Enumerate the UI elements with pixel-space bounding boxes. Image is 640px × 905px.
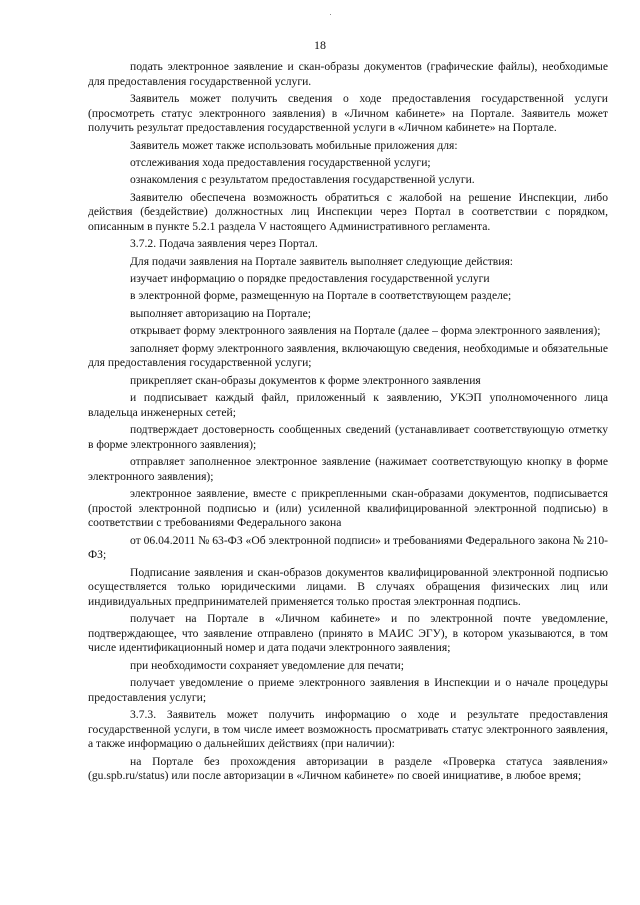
section-heading: 3.7.3. Заявитель может получить информацию о ходе и результате предоставления государственной услуги, в том числе имеет возможность просматривать статус электронного заявления, а также информацию о дальнейших действиях (при наличии): <box>88 708 608 751</box>
scan-speck <box>330 14 331 15</box>
paragraph: прикрепляет скан-образы документов к форме электронного заявления <box>130 373 481 387</box>
paragraph: на Портале без прохождения авторизации в разделе «Проверка статуса заявления» (gu.spb.ru/status) или после авторизации в «Личном кабинете» по своей инициативе, в любое время; <box>88 754 608 783</box>
paragraph: выполняет авторизацию на Портале; <box>130 306 311 320</box>
paragraph: Заявитель может получить сведения о ходе предоставления государственной услуги (просмотреть статус электронного заявления) в «Личном кабинете» на Портале. Заявитель может получить результат предоставления государственной услуги в «Личном кабинете» на Портале. <box>88 91 608 135</box>
section-heading: 3.7.2. Подача заявления через Портал. <box>130 237 318 251</box>
paragraph: Подписание заявления и скан-образов документов квалифицированной электронной подписью осуществляется только юридическими лицами. В случаях обращения физических лиц или индивидуальных предпринимателей применяется только простая электронная подпись. <box>88 565 608 608</box>
paragraph: отслеживания хода предоставления государственной услуги; <box>130 155 431 169</box>
paragraph: изучает информацию о порядке предоставления государственной услуги <box>130 272 490 286</box>
paragraph: отправляет заполненное электронное заявление (нажимает соответствующую кнопку в форме электронного заявления); <box>88 455 608 483</box>
document-body <box>88 60 608 787</box>
paragraph: при необходимости сохраняет уведомление для печати; <box>130 658 404 672</box>
paragraph: открывает форму электронного заявления на Портале (далее – форма электронного заявления); <box>130 324 601 338</box>
paragraph: Для подачи заявления на Портале заявитель выполняет следующие действия: <box>130 254 514 268</box>
paragraph: получает уведомление о приеме электронного заявления в Инспекции и о начале процедуры предоставления услуги; <box>88 676 608 704</box>
paragraph: от 06.04.2011 № 63-ФЗ «Об электронной подписи» и требованиями Федерального закона № 210-ФЗ; <box>88 533 608 562</box>
paragraph: электронное заявление, вместе с прикрепленными скан-образами документов, подписывается (простой электронной подписью и (или) усиленной квалифицированной электронной подписью) в соответствии с требованиями Федерального закона <box>88 486 608 530</box>
paragraph: заполняет форму электронного заявления, включающую сведения, необходимые и обязательные для предоставления государственной услуги; <box>88 341 608 370</box>
paragraph: Заявителю обеспечена возможность обратиться с жалобой на решение Инспекции, либо действия (бездействие) должностных лиц Инспекции через Портал в соответствии с порядком, описанным в пункте 5.2.1 раздела V настоящего Административного регламента. <box>88 190 608 233</box>
paragraph: ознакомления с результатом предоставления государственной услуги. <box>130 173 475 187</box>
paragraph: получает на Портале в «Личном кабинете» и по электронной почте уведомление, подтверждающее, что заявление отправлено (принято в МАИС ЭГУ), в котором указываются, в том числе идентификационный номер и дата подачи электронного заявления; <box>88 612 608 655</box>
paragraph: подать электронное заявление и скан-образы документов (графические файлы), необходимые для предоставления государственной услуги. <box>88 60 608 88</box>
paragraph: Заявитель может также использовать мобильные приложения для: <box>130 138 458 152</box>
page-number: 18 <box>314 38 326 52</box>
paragraph: и подписывает каждый файл, приложенный к заявлению, УКЭП уполномоченного лица владельца инженерных сетей; <box>88 391 608 419</box>
paragraph: подтверждает достоверность сообщенных сведений (устанавливает соответствующую отметку в форме электронного заявления); <box>88 423 608 451</box>
paragraph: в электронной форме, размещенную на Портале в соответствующем разделе; <box>130 289 512 303</box>
